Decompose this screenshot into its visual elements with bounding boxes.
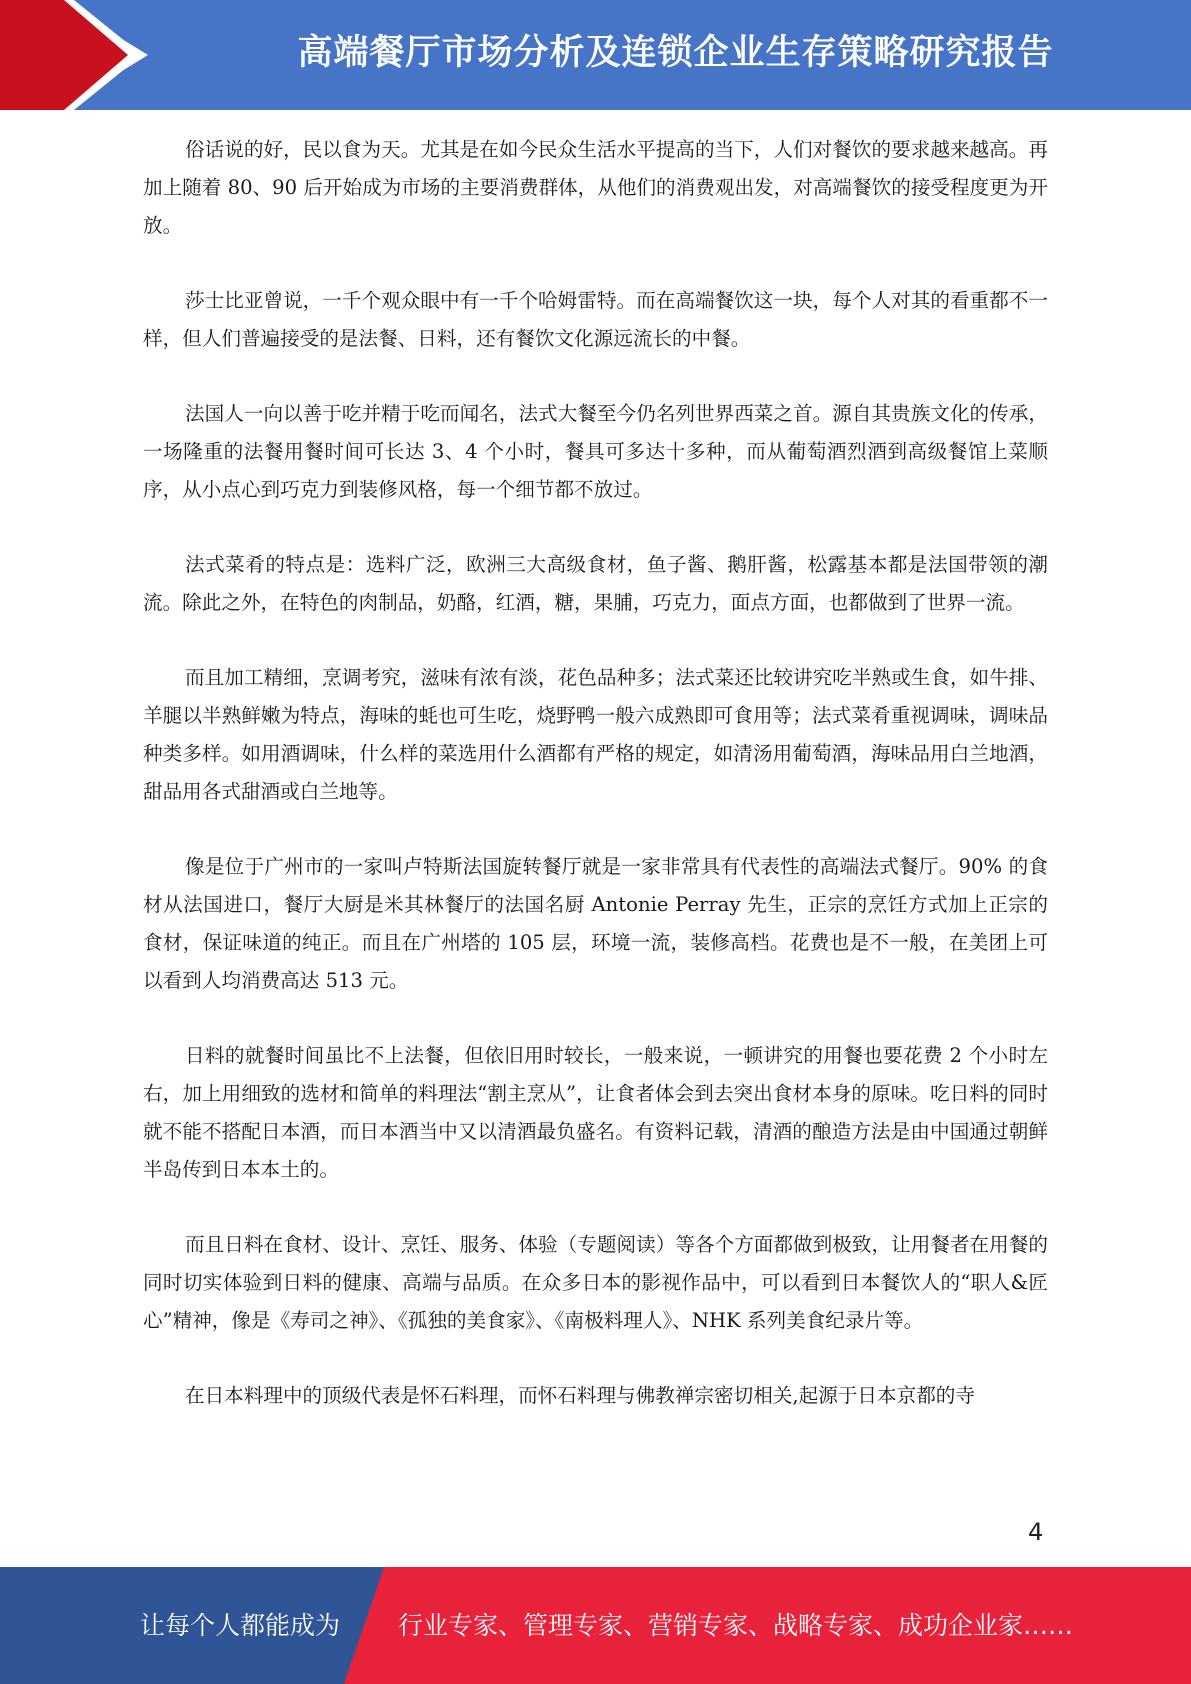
paragraph: 在日本料理中的顶级代表是怀石料理，而怀石料理与佛教禅宗密切相关,起源于日本京都的寺 <box>185 1384 975 1407</box>
footer-slogan-left: 让每个人都能成为 <box>140 1611 341 1640</box>
page-title: 高端餐厅市场分析及连锁企业生存策略研究报告 <box>297 33 1054 73</box>
footer-slogan-right: 行业专家、管理专家、营销专家、战略专家、成功企业家…… <box>398 1611 1074 1640</box>
paragraph: 而且加工精细，烹调考究，滋味有浓有淡，花色品种多；法式菜还比较讲究吃半熟或生食，如牛排、羊腿以半熟鲜嫩为特点，海味的蚝也可生吃，烧野鸭一般六成熟即可食用等；法式菜肴重视调味，调味品种类多样。如用酒调味，什么样的菜选用什么酒都有严格的规定，如清汤用葡萄酒，海味品用白兰地酒，甜品用各式甜酒或白兰地等。 <box>143 666 1048 803</box>
paragraph: 俗话说的好，民以食为天。尤其是在如今民众生活水平提高的当下，人们对餐饮的要求越来越高。再加上随着 80、90 后开始成为市场的主要消费群体，从他们的消费观出发，对高端餐饮的接受程度更为开放。 <box>143 138 1048 237</box>
paragraph: 日料的就餐时间虽比不上法餐，但依旧用时较长，一般来说，一顿讲究的用餐也要花费 2 个小时左右，加上用细致的选材和简单的料理法“割主烹从”，让食者体会到去突出食材本身的原味。吃日料的同时就不能不搭配日本酒，而日本酒当中又以清酒最负盛名。有资料记载，清酒的酿造方法是由中国通过朝鲜半岛传到日本本土的。 <box>143 1044 1048 1181</box>
footer-banner <box>0 1567 1191 1684</box>
paragraph: 像是位于广州市的一家叫卢特斯法国旋转餐厅就是一家非常具有代表性的高端法式餐厅。90% 的食材从法国进口，餐厅大厨是米其林餐厅的法国名厨 Antonie Perray 先生，正宗的烹饪方式加上正宗的食材，保证味道的纯正。而且在广州塔的 105 层，环境一流，装修高档。花费也是不一般，在美团上可以看到人均消费高达 513 元。 <box>143 855 1048 992</box>
paragraph: 莎士比亚曾说，一千个观众眼中有一千个哈姆雷特。而在高端餐饮这一块，每个人对其的看重都不一样，但人们普遍接受的是法餐、日料，还有餐饮文化源远流长的中餐。 <box>143 289 1048 350</box>
paragraph: 法式菜肴的特点是：选料广泛，欧洲三大高级食材，鱼子酱、鹅肝酱，松露基本都是法国带领的潮流。除此之外，在特色的肉制品，奶酪，红酒，糖，果脯，巧克力，面点方面，也都做到了世界一流。 <box>143 553 1048 614</box>
page-number: 4 <box>1028 1518 1044 1546</box>
article-body <box>143 131 1048 1452</box>
header-banner <box>0 0 1191 110</box>
paragraph: 法国人一向以善于吃并精于吃而闻名，法式大餐至今仍名列世界西菜之首。源自其贵族文化的传承，一场隆重的法餐用餐时间可长达 3、4 个小时，餐具可多达十多种，而从葡萄酒烈酒到高级餐馆上菜顺序，从小点心到巧克力到装修风格，每一个细节都不放过。 <box>143 402 1048 501</box>
paragraph: 而且日料在食材、设计、烹饪、服务、体验（专题阅读）等各个方面都做到极致，让用餐者在用餐的同时切实体验到日料的健康、高端与品质。在众多日本的影视作品中，可以看到日本餐饮人的“职人&匠心”精神，像是《寿司之神》、《孤独的美食家》、《南极料理人》、NHK 系列美食纪录片等。 <box>143 1233 1048 1332</box>
